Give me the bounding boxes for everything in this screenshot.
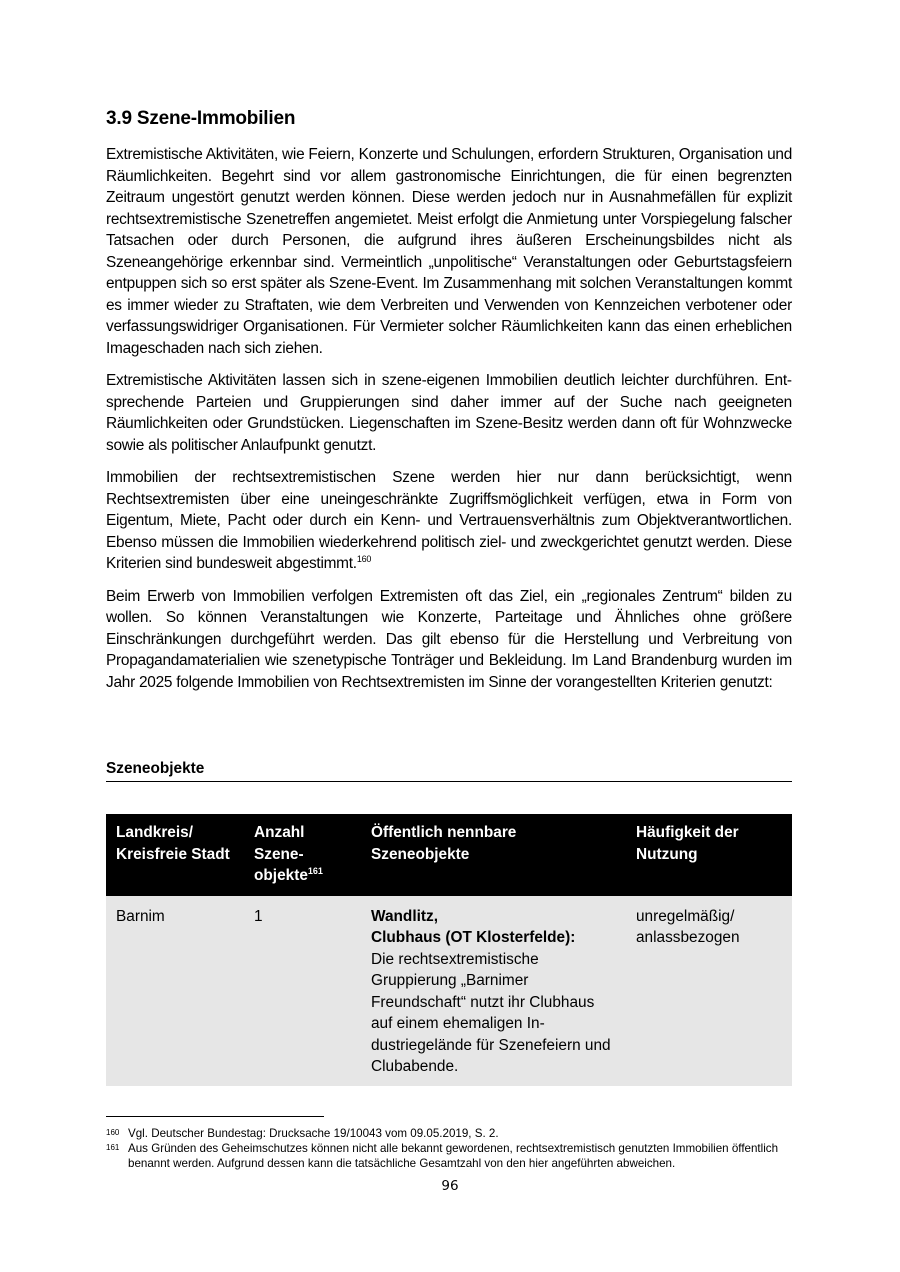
- paragraph-1: Extremistische Aktivitäten, wie Feiern, Konzerte und Schulungen, erfordern Strukturen, Organisation und Räumlichkeiten. Begehrt sind vor allem gastronomische Einrichtungen, die für einen begrenzten Zeitraum ungestört genutzt werden können. Diese werden jedoch nur in Ausnahmefällen für explizit rechtsextremistische Szenetreffen angemietet. Meist erfolgt die Anmietung unter Vorspiegelung falscher Tatsachen oder durch Personen, die aufgrund ihres äußeren Erscheinungsbildes nicht als Szeneangehörige erkennbar sind. Vermeintlich „unpolitische“ Veranstaltungen oder Geburtstagsfeiern entpuppen sich so erst später als Szene-Event. Im Zusammenhang mit solchen Veranstaltungen kommt es immer wieder zu Straftaten, wie dem Verbreiten und Verwenden von Kennzeichen verbotener oder verfassungswidriger Organisationen. Für Vermieter solcher Räumlichkeiten kann das einen erheblichen Imageschaden nach sich ziehen.: [106, 146, 793, 357]
- footnote-number: 161: [106, 1143, 120, 1152]
- paragraph-2: Extremistische Aktivitäten lassen sich in szene-eigenen Immobilien deutlich leichter durchführen. Entsprechende Parteien und Gruppierungen sind daher immer auf der Suche nach geeigneten Räumlichkeiten oder Grundstücken. Liegenschaften im Szene-Besitz werden dann oft für Wohnzwecke sowie als politischer Anlaufpunkt genutzt.: [106, 372, 792, 454]
- header-district: Landkreis/ Kreisfreie Stadt: [106, 814, 244, 896]
- cell-count: 1: [244, 896, 361, 1086]
- footnote-number: 160: [106, 1128, 120, 1137]
- table-heading: Szeneobjekte: [106, 760, 792, 782]
- table-row: [106, 896, 792, 1086]
- page-number: 96: [441, 1178, 459, 1194]
- header-count-label: Anzahl Szeneobjekte: [254, 824, 308, 884]
- footnote-ref-161[interactable]: 161: [307, 865, 323, 876]
- paragraph-4: Beim Erwerb von Immobilien verfolgen Extremisten oft das Ziel, ein „regionales Zentrum“ bilden zu wollen. So können Veranstaltungen wie Konzerte, Parteitage und Ähnliches ohne größere Einschränkungen durchgeführt werden. Das gilt ebenso für die Herstellung und Verbreitung von Propagandamaterialien wie szenetypische Tonträger und Bekleidung. Im Land Brandenburg wurden im Jahr 2025 folgende Immobilien von Rechtsextremisten im Sinne der vorangestellten Kriterien genutzt:: [106, 587, 792, 691]
- paragraph-3-text: Immobilien der rechtsextremistischen Szene werden hier nur dann berücksichtigt, wenn Rechtsextremisten über eine uneingeschränkte Zugriffsmöglichkeit verfügen, etwa in Form von Eigentum, Miete, Pacht oder durch ein Kenn- und Vertrauensverhältnis zum Objektverantwortlichen. Ebenso müssen die Immobilien wiederkehrend politisch ziel- und zweckgerichtet genutzt werden. Diese Kriterien sind bundesweit abgestimmt.: [106, 469, 792, 572]
- footnotes: [106, 1126, 792, 1171]
- header-frequency: Häufigkeit der Nutzung: [626, 814, 792, 896]
- cell-frequency: unregelmäßig/ anlassbezogen: [626, 896, 792, 1086]
- footnote-divider: [106, 1116, 324, 1117]
- footnote-text: Vgl. Deutscher Bundestag: Drucksache 19/10043 vom 09.05.2019, S. 2.: [128, 1127, 499, 1140]
- footnote-text: Aus Gründen des Geheimschutzes können nicht alle bekannt gewordenen, rechtsextremistisch genutzten Immobilien öffentlich benannt werden. Aufgrund dessen kann die tatsächliche Gesamtzahl von den hier angeführten abweichen.: [128, 1142, 779, 1170]
- object-place: Wandlitz,: [371, 907, 438, 925]
- paragraph-3: [106, 467, 792, 575]
- section-title: 3.9 Szene-Immobilien: [106, 108, 296, 129]
- footnote-ref-160[interactable]: 160: [356, 553, 372, 564]
- header-objects: Öffentlich nennbare Szeneobjekte: [361, 814, 626, 896]
- table-header-row: [106, 814, 792, 896]
- object-name: Clubhaus (OT Klosterfelde):: [371, 929, 576, 946]
- footnote-161: [106, 1141, 792, 1171]
- footnote-160: [106, 1126, 792, 1141]
- scene-objects-table: [106, 814, 792, 1086]
- page-content: [106, 108, 792, 704]
- cell-district: Barnim: [106, 896, 244, 1086]
- cell-object: [361, 896, 626, 1086]
- object-description: Die rechtsextremistische Gruppierung „Barnimer Freundschaft“ nutzt ihr Clubhaus auf einem ehemaligen Industriegelände für Szenefeiern und Clubabende.: [371, 950, 611, 1075]
- header-count: [244, 814, 361, 896]
